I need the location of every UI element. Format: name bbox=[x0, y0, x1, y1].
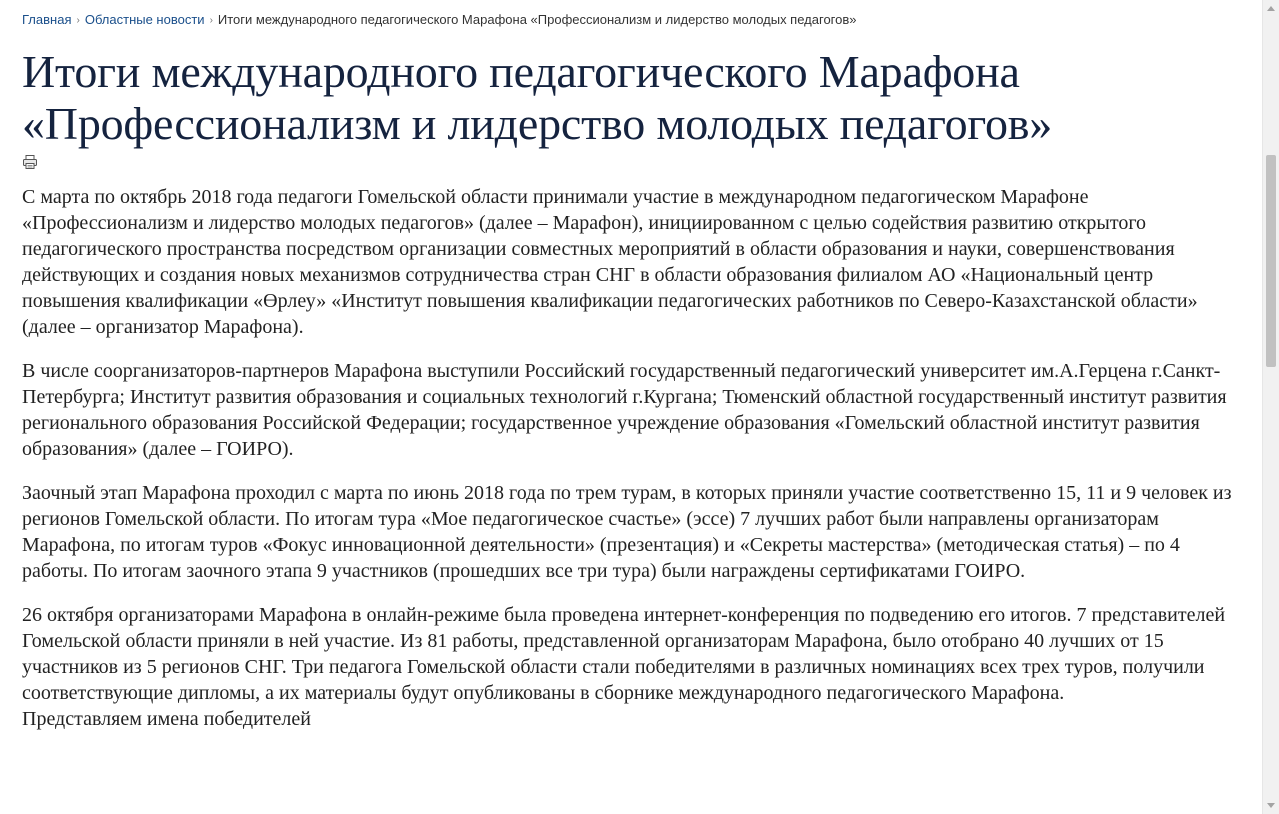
article-paragraph-4: 26 октября организаторами Марафона в онлайн-режиме была проведена интернет-конференция по подведению его итогов. 7 представителей Гомельской области приняли в ней участие. Из 81 работы, представленной организаторам Марафона, было отобрано 40 лучших от 15 участников из 5 регионов СНГ. Три педагога Гомельской области стали победителями в различных номинациях всех трех туров, получили соответствующие дипломы, а их материалы будут опубликованы в сборнике международного педагогического Марафона. bbox=[22, 604, 1226, 704]
article-paragraph-1: С марта по октябрь 2018 года педагоги Гомельской области принимали участие в международном педагогическом Марафоне «Профессионализм и лидерство молодых педагогов» (далее – Марафон), инициированном с целью содействия развитию открытого педагогического пространства посредством организации совместных мероприятий в области образования и науки, совершенствования действующих и создания новых механизмов сотрудничества стран СНГ в области образования филиалом АО «Национальный центр повышения квалификации «Өрлеу» «Институт повышения квалификации педагогических работников по Северо-Казахстанской области» (далее – организатор Марафона). bbox=[22, 186, 1198, 338]
scroll-up-arrow-icon[interactable] bbox=[1263, 0, 1279, 16]
chevron-right-icon: › bbox=[76, 15, 80, 26]
breadcrumb-home-link[interactable]: Главная bbox=[22, 12, 72, 27]
breadcrumb-section-link[interactable]: Областные новости bbox=[84, 12, 205, 27]
printer-icon[interactable] bbox=[22, 154, 38, 170]
breadcrumb bbox=[22, 10, 1244, 32]
chevron-right-icon: › bbox=[209, 15, 213, 26]
article-body bbox=[22, 184, 1244, 732]
page-title-line-1: Итоги международного педагогического Марафона bbox=[22, 46, 1020, 97]
scroll-down-arrow-icon[interactable] bbox=[1263, 798, 1279, 814]
article-paragraph-3: Заочный этап Марафона проходил с марта по июнь 2018 года по трем турам, в которых приняли участие соответственно 15, 11 и 9 человек из регионов Гомельской области. По итогам тура «Мое педагогическое счастье» (эссе) 7 лучших работ были направлены организаторам Марафона, по итогам туров «Фокус инновационной деятельности» (презентация) и «Секреты мастерства» (методическая статья) – по 4 работы. По итогам заочного этапа 9 участников (прошедших все три тура) были награждены сертификатами ГОИРО. bbox=[22, 482, 1232, 582]
article-container bbox=[22, 10, 1244, 732]
vertical-scrollbar[interactable] bbox=[1262, 0, 1279, 814]
scrollbar-thumb[interactable] bbox=[1266, 155, 1276, 367]
page-title-line-2: «Профессионализм и лидерство молодых педагогов» bbox=[22, 98, 1053, 149]
page-title bbox=[22, 46, 1244, 150]
breadcrumb-current: Итоги международного педагогического Марафона «Профессионализм и лидерство молодых педагогов» bbox=[217, 12, 857, 27]
winners-intro: Представляем имена победителей bbox=[22, 708, 311, 730]
article-paragraph-2: В числе соорганизаторов-партнеров Марафона выступили Российский государственный педагогический университет им.А.Герцена г.Санкт-Петербурга; Институт развития образования и социальных технологий г.Кургана; Тюменский областной государственный институт развития регионального образования Российской Федерации; государственное учреждение образования «Гомельский областной институт развития образования» (далее – ГОИРО). bbox=[22, 360, 1227, 460]
